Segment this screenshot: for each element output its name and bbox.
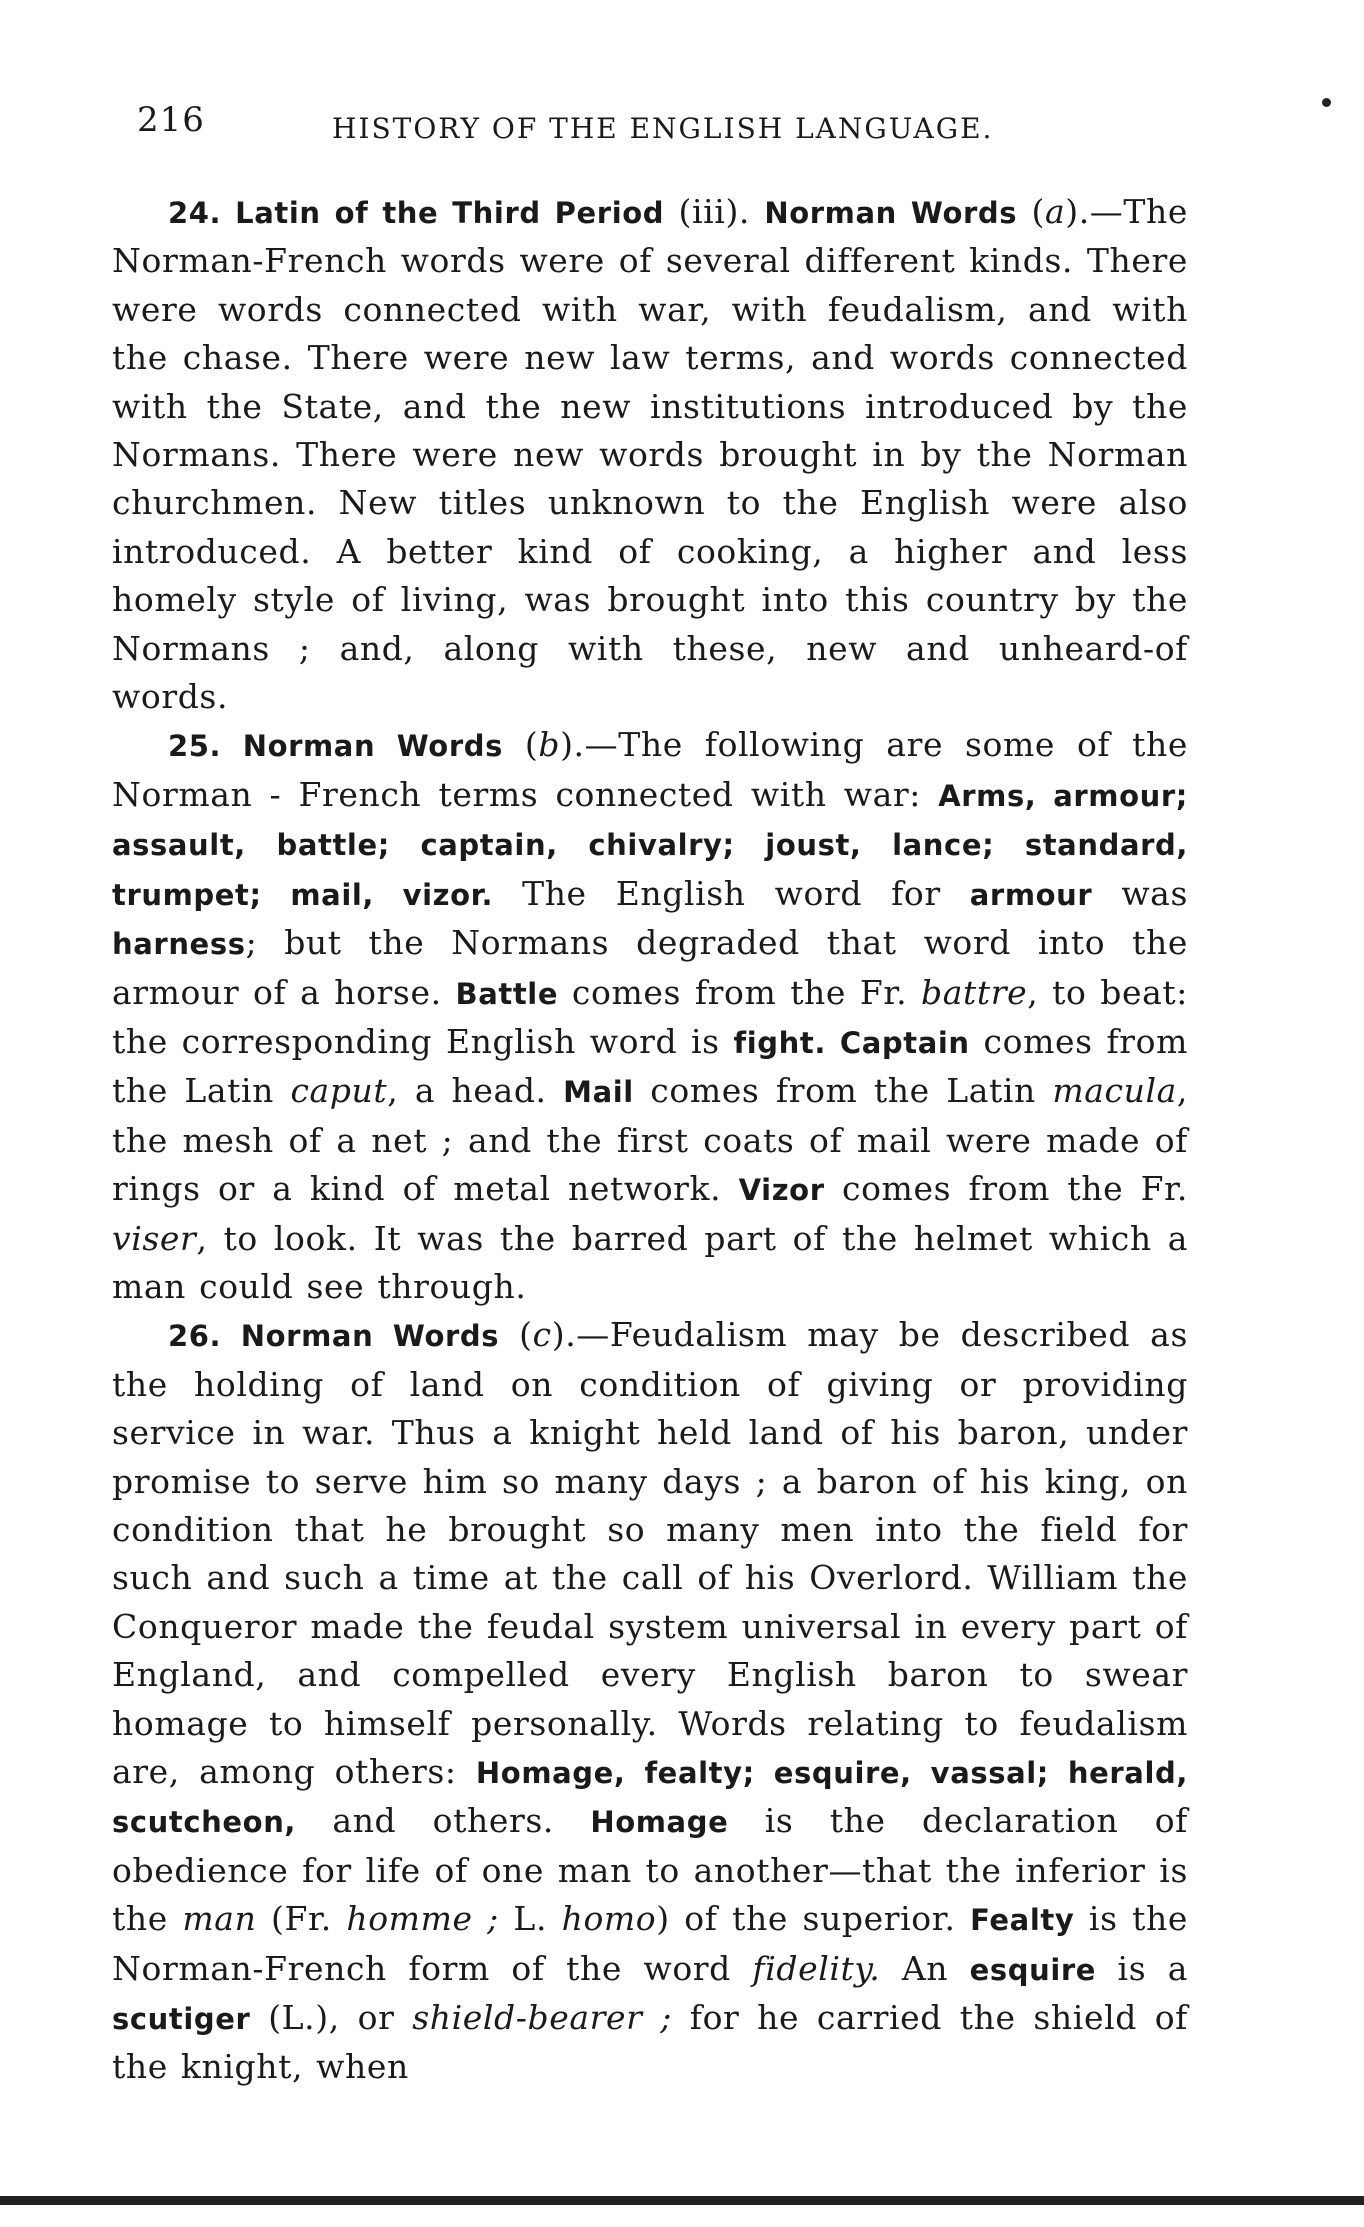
ink-speck	[1322, 98, 1331, 107]
text-run: The English word for	[493, 873, 970, 913]
text-run: and others.	[296, 1801, 591, 1841]
text-run: (	[502, 725, 539, 765]
text-run: comes from the Latin	[112, 1021, 1189, 1111]
text-run	[826, 1022, 840, 1061]
bottom-edge-rule	[0, 2196, 1364, 2205]
text-run: , to look. It was the barred part of the helmet which a man could see through.	[112, 1218, 1188, 1306]
bold-term: scutiger	[112, 2002, 251, 2037]
body-text	[112, 188, 1188, 2092]
bold-term: Fealty	[970, 1903, 1075, 1938]
italic-run: caput	[290, 1071, 388, 1111]
italic-run: fidelity.	[752, 1948, 881, 1988]
text-run: An	[880, 1948, 970, 1988]
bold-term: esquire	[969, 1952, 1097, 1987]
bold-term: Homage	[590, 1805, 729, 1840]
bold-term: Mail	[563, 1075, 634, 1110]
italic-run: macula	[1052, 1071, 1177, 1111]
italic-run: viser	[112, 1218, 197, 1258]
text-run: ; but the Normans degraded that word into the armour of a horse.	[112, 923, 1188, 1012]
paragraph-25	[112, 721, 1188, 1311]
text-run: L.	[498, 1899, 562, 1939]
bold-term: Battle	[455, 976, 559, 1011]
text-run: (Fr.	[256, 1899, 347, 1939]
bold-term: Vizor	[738, 1173, 825, 1208]
page-number: 216	[137, 100, 205, 140]
text-run: was	[1092, 873, 1188, 913]
bold-term-list: Homage, fealty; esquire, vassal; herald, scutcheon,	[112, 1756, 1188, 1840]
text-run: for he carried the shield of the knight, when	[112, 1998, 1188, 2087]
bold-term-list: Arms, armour; assault, battle; captain, chivalry; joust, lance; standard, trumpet; mail, vizor.	[112, 778, 1188, 912]
italic-run: battre	[921, 972, 1028, 1012]
text-run: ).—The following are some of the Norman - French terms connected with war:	[112, 725, 1188, 814]
italic-run: c	[532, 1315, 552, 1355]
section-heading: 25. Norman Words	[168, 729, 503, 764]
page-header	[137, 100, 1197, 160]
bold-term: Captain	[839, 1025, 970, 1060]
section-heading: 24. Latin of the Third Period	[168, 196, 665, 230]
paragraph-26	[112, 1311, 1188, 2092]
text-run: is the declaration of obedience for life of one man to another—that the inferior is the	[112, 1801, 1188, 1939]
italic-run: homo	[561, 1899, 657, 1939]
section-heading: Norman Words	[764, 196, 1018, 230]
text-run: ).—The Norman-French words were of several different kinds. There were words connected with war, with feudalism, and with the chase. There were new law terms, and words connected with the State, and the new institutions introduced by the Normans. There were new words brought in by the Norman churchmen. New titles unknown to the English were also introduced. A better kind of cooking, a higher and less homely style of living, was brought into this country by the Normans ; and, along with these, new and unheard-of words.	[112, 192, 1188, 717]
text-run: , the mesh of a net ; and the first coats of mail were made of rings or a kind of metal network.	[112, 1071, 1188, 1209]
italic-run: homme ;	[346, 1899, 499, 1939]
text-run: is a	[1096, 1948, 1188, 1988]
italic-run: b	[538, 725, 561, 765]
italic-run: shield-bearer ;	[412, 1998, 672, 2038]
bold-term: armour	[969, 877, 1093, 912]
text-run: (	[1017, 192, 1045, 231]
text-run: (	[499, 1315, 533, 1355]
running-title: HISTORY OF THE ENGLISH LANGUAGE.	[332, 112, 994, 145]
text-run: comes from the Fr.	[824, 1169, 1188, 1209]
text-run: , to beat: the corresponding English word is	[112, 972, 1188, 1061]
bold-term: harness	[112, 927, 246, 962]
text-run: , a head.	[387, 1071, 564, 1111]
text-run: ) of the superior.	[656, 1899, 971, 1939]
italic-run: a	[1044, 192, 1066, 231]
text-run: is the Norman-French form of the word	[112, 1899, 1188, 1988]
text-run: ).—Feudalism may be described as the holding of land on condition of giving or providing service in war. Thus a knight held land of his baron, under promise to serve him so many days ; a baron of his king, on condition that he brought so many men into the field for such and such a time at the call of his Overlord. William the Conqueror made the feudal system universal in every part of England, and compelled every English baron to swear homage to himself personally. Words relating to feudalism are, among others:	[112, 1315, 1188, 1791]
section-heading: 26. Norman Words	[168, 1319, 500, 1354]
text-run: comes from the Fr.	[558, 972, 922, 1012]
bold-term: fight.	[733, 1025, 826, 1060]
paragraph-24	[112, 188, 1188, 721]
italic-run: man	[182, 1899, 257, 1939]
text-run: comes from the Latin	[633, 1071, 1053, 1111]
text-run: (iii).	[664, 192, 765, 231]
text-run: (L.), or	[250, 1998, 413, 2038]
